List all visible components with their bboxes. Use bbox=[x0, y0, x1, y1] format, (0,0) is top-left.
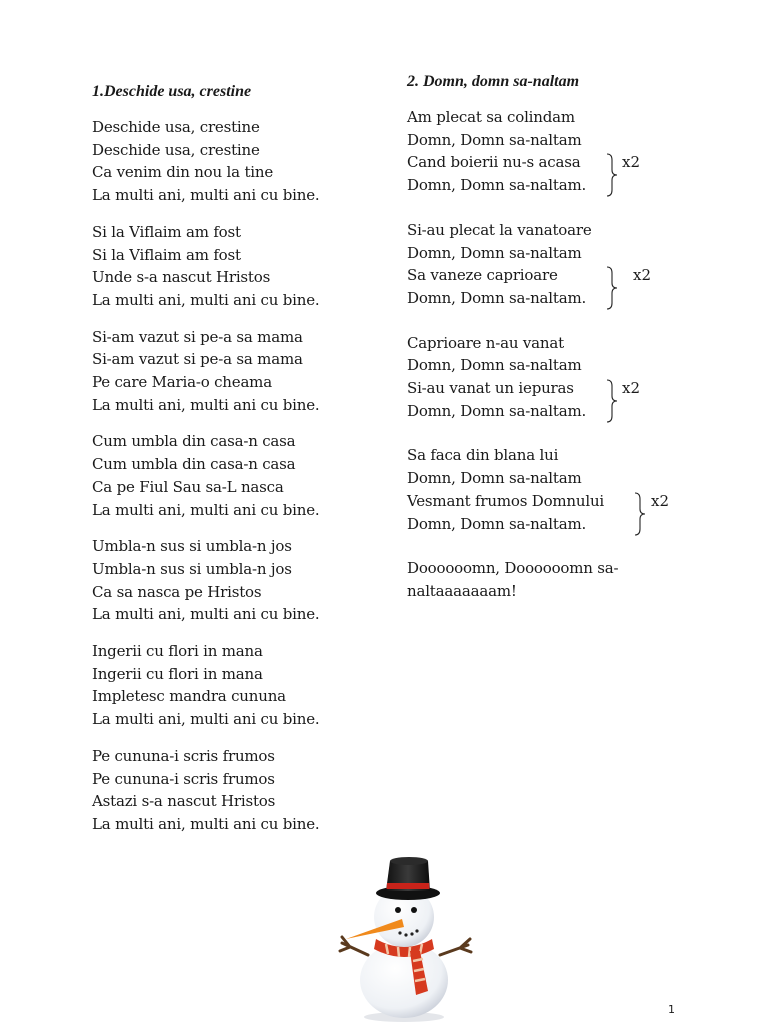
lyric-line: La multi ani, multi ani cu bine. bbox=[92, 710, 320, 729]
lyric-line: Am plecat sa colindam bbox=[407, 108, 575, 126]
lyric-line: Domn, Domn sa-naltam. bbox=[407, 401, 587, 420]
lyric-line: Vesmant frumos Domnului bbox=[407, 491, 605, 510]
curly-brace-icon bbox=[633, 492, 647, 536]
lyric-line: Ca pe Fiul Sau sa-L nasca bbox=[92, 477, 284, 496]
song1-stanza-6 bbox=[92, 640, 382, 731]
song2-column bbox=[407, 72, 737, 625]
lyric-line: Unde s-a nascut Hristos bbox=[92, 268, 271, 287]
repeat-group bbox=[407, 490, 737, 535]
lyric-line: Domn, Domn sa-naltam. bbox=[407, 288, 587, 307]
lyric-line: Ca sa nasca pe Hristos bbox=[92, 582, 262, 601]
lyric-line: Sa vaneze caprioare bbox=[407, 266, 558, 285]
lyric-line: Ingerii cu flori in mana bbox=[92, 642, 263, 661]
lyric-line: La multi ani, multi ani cu bine. bbox=[92, 395, 320, 414]
curly-brace-icon bbox=[605, 153, 619, 197]
lyric-line: Sa faca din blana lui bbox=[407, 446, 559, 465]
lyric-line: Umbla-n sus si umbla-n jos bbox=[92, 559, 292, 578]
curly-brace-icon bbox=[605, 379, 619, 423]
lyric-line: Domn, Domn sa-naltam bbox=[407, 130, 582, 149]
lyric-line: Si la Viflaim am fost bbox=[92, 245, 241, 264]
lyric-line: Domn, Domn sa-naltam. bbox=[407, 176, 587, 195]
song1-stanza-4 bbox=[92, 430, 382, 521]
lyric-line: Caprioare n-au vanat bbox=[407, 333, 564, 352]
lyric-line: La multi ani, multi ani cu bine. bbox=[92, 500, 320, 519]
lyric-line: Deschide usa, crestine bbox=[92, 140, 260, 159]
repeat-group bbox=[407, 151, 737, 196]
song2-stanza-3 bbox=[407, 332, 737, 423]
lyric-line: Deschide usa, crestine bbox=[92, 118, 260, 136]
lyric-line: Pe cununa-i scris frumos bbox=[92, 769, 275, 788]
lyric-line: La multi ani, multi ani cu bine. bbox=[92, 290, 320, 309]
lyric-line: Astazi s-a nascut Hristos bbox=[92, 792, 276, 811]
page-number: 1 bbox=[668, 1003, 675, 1016]
lyric-line: Si-am vazut si pe-a sa mama bbox=[92, 327, 303, 346]
lyric-line: Ca venim din nou la tine bbox=[92, 163, 274, 182]
lyric-line: Impletesc mandra cununa bbox=[92, 687, 286, 706]
snowman-illustration bbox=[328, 855, 478, 1025]
lyric-line: Domn, Domn sa-naltam. bbox=[407, 514, 587, 533]
lyric-line: Si la Viflaim am fost bbox=[92, 222, 241, 241]
lyric-line: Domn, Domn sa-naltam bbox=[407, 243, 582, 262]
lyric-line: Cum umbla din casa-n casa bbox=[92, 455, 296, 474]
song2-stanza-2 bbox=[407, 219, 737, 310]
repeat-x2-label: x2 bbox=[622, 379, 641, 398]
lyric-line: Ingerii cu flori in mana bbox=[92, 664, 263, 683]
lyric-line: La multi ani, multi ani cu bine. bbox=[92, 186, 320, 205]
lyric-line: Domn, Domn sa-naltam bbox=[407, 469, 582, 488]
repeat-group bbox=[407, 377, 737, 422]
lyric-line: La multi ani, multi ani cu bine. bbox=[92, 605, 320, 624]
song2-ending bbox=[407, 557, 737, 602]
lyric-line: naltaaaaaaam! bbox=[407, 581, 517, 600]
song1-stanza-2 bbox=[92, 221, 382, 312]
song1-stanza-1 bbox=[92, 116, 382, 207]
song2-title: 2. Domn, domn sa-naltam bbox=[407, 73, 580, 90]
song1-column bbox=[92, 82, 382, 850]
song1-stanza-3 bbox=[92, 326, 382, 417]
lyric-line: Si-au vanat un iepuras bbox=[407, 379, 574, 398]
lyric-line: Domn, Domn sa-naltam bbox=[407, 356, 582, 375]
repeat-x2-label: x2 bbox=[622, 153, 641, 172]
lyric-line: Cand boierii nu-s acasa bbox=[407, 153, 581, 172]
lyric-line: Si-am vazut si pe-a sa mama bbox=[92, 350, 303, 369]
song2-stanza-1 bbox=[407, 106, 737, 197]
lyric-line: Umbla-n sus si umbla-n jos bbox=[92, 537, 292, 556]
song1-stanza-7 bbox=[92, 745, 382, 836]
repeat-x2-label: x2 bbox=[633, 266, 652, 285]
curly-brace-icon bbox=[605, 266, 619, 310]
lyric-line: Cum umbla din casa-n casa bbox=[92, 432, 296, 451]
lyric-line: Si-au plecat la vanatoare bbox=[407, 220, 592, 239]
lyric-line: Pe cununa-i scris frumos bbox=[92, 746, 275, 765]
repeat-group bbox=[407, 264, 737, 309]
song1-stanza-5 bbox=[92, 535, 382, 626]
lyric-line: Doooooomn, Doooooomn sa- bbox=[407, 559, 619, 578]
repeat-x2-label: x2 bbox=[651, 491, 670, 510]
lyric-line: La multi ani, multi ani cu bine. bbox=[92, 814, 320, 833]
song1-title: 1.Deschide usa, crestine bbox=[92, 83, 252, 100]
lyric-line: Pe care Maria-o cheama bbox=[92, 373, 272, 392]
song2-stanza-4 bbox=[407, 444, 737, 535]
